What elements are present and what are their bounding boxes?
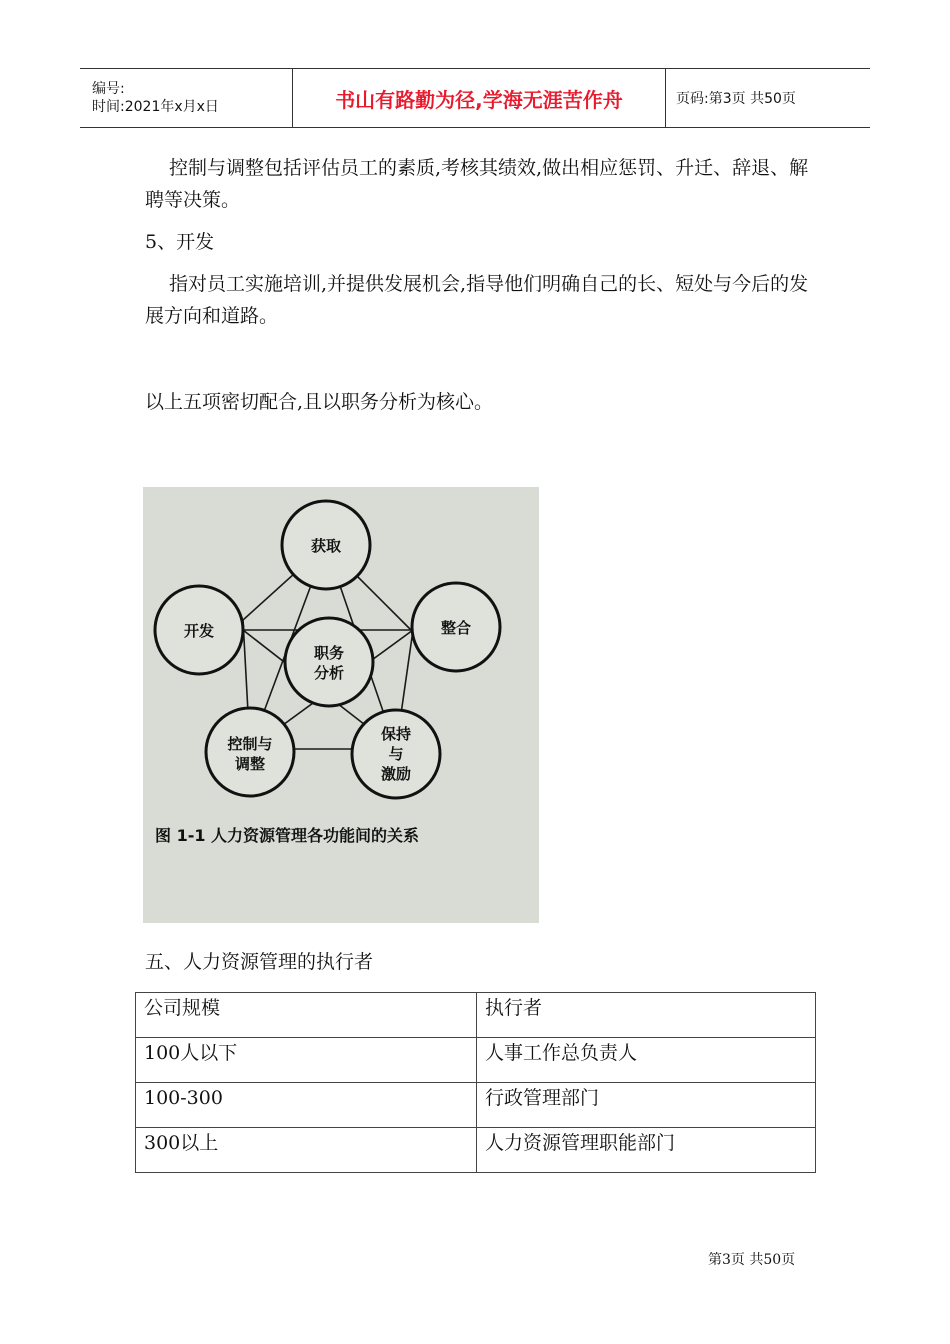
page-header	[80, 68, 870, 128]
header-time: 时间:2021年x月x日	[92, 99, 219, 115]
node-label-bottom-left-2: 调整	[234, 755, 266, 773]
node-job-analysis	[285, 618, 373, 706]
table-row	[136, 993, 816, 1038]
table-row	[136, 1128, 816, 1173]
node-label-bottom-left-1: 控制与	[227, 735, 273, 753]
paragraph-control: 控制与调整包括评估员工的素质,考核其绩效,做出相应惩罚、升迁、辞退、解聘等决策。	[145, 157, 809, 211]
hr-functions-diagram	[143, 487, 539, 923]
table-row	[136, 1038, 816, 1083]
table-cell: 人力资源管理职能部门	[477, 1128, 816, 1173]
table-cell: 人事工作总负责人	[477, 1038, 816, 1083]
node-label-top: 获取	[310, 537, 342, 555]
hr-functions-figure	[143, 487, 539, 923]
figure-caption: 图 1-1 人力资源管理各功能间的关系	[155, 826, 420, 845]
section-title-executors: 五、人力资源管理的执行者	[145, 951, 374, 973]
header-page-info: 页码:第3页 共50页	[676, 91, 796, 107]
node-label-right: 整合	[440, 619, 472, 637]
header-motto: 书山有路勤为径,学海无涯苦作舟	[293, 69, 666, 128]
node-label-bottom-right-2: 与	[388, 745, 404, 763]
table-cell: 公司规模	[136, 993, 477, 1038]
table-cell: 100人以下	[136, 1038, 477, 1083]
node-label-center-1: 职务	[313, 644, 345, 662]
table-row	[136, 1083, 816, 1128]
page-footer: 第3页 共50页	[708, 1252, 796, 1268]
heading-development: 5、开发	[145, 231, 215, 253]
table-cell: 执行者	[477, 993, 816, 1038]
node-label-left: 开发	[183, 622, 215, 640]
table-cell: 300以上	[136, 1128, 477, 1173]
paragraph-summary: 以上五项密切配合,且以职务分析为核心。	[145, 391, 494, 413]
header-meta	[80, 69, 293, 128]
table-cell: 100-300	[136, 1083, 477, 1128]
paragraph-development: 指对员工实施培训,并提供发展机会,指导他们明确自己的长、短处与今后的发展方向和道路。	[145, 273, 809, 327]
node-label-bottom-right-1: 保持	[380, 725, 412, 743]
header-number: 编号:	[92, 81, 125, 97]
node-label-bottom-right-3: 激励	[380, 765, 412, 783]
node-label-center-2: 分析	[313, 664, 345, 682]
executors-table	[135, 992, 816, 1173]
table-cell: 行政管理部门	[477, 1083, 816, 1128]
